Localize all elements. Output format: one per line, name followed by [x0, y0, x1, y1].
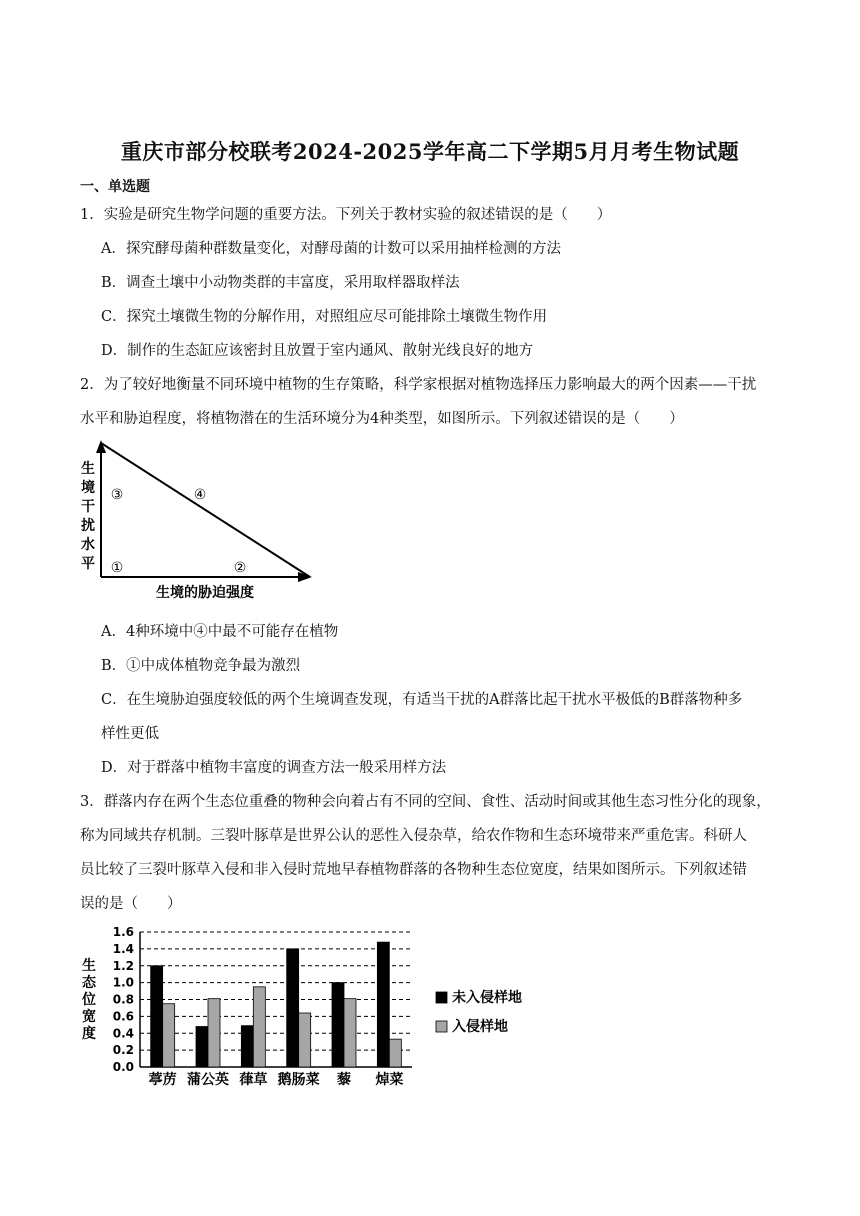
question-2-stem-line-2: 水平和胁迫程度，将植物潜在的生活环境分为4种类型，如图所示。下列叙述错误的是（ ）	[80, 411, 684, 427]
x-tick-label: 焯菜	[375, 1072, 404, 1088]
region-2-marker: ②	[233, 560, 247, 576]
bar-uninvaded	[332, 983, 344, 1067]
region-1-marker: ①	[110, 560, 124, 576]
bar-invaded	[299, 1013, 311, 1067]
bar-invaded	[344, 999, 356, 1067]
y-tick-label: 0.6	[112, 1009, 134, 1024]
y-tick-label: 1.4	[112, 941, 134, 956]
question-2-option-b: B．①中成体植物竞争最为激烈	[101, 658, 301, 674]
question-3-stem-line-2: 称为同域共存机制。三裂叶豚草是世界公认的恶性入侵杂草，给农作物和生态环境带来严重危害。科研人	[80, 828, 747, 844]
question-2-option-c: C．在生境胁迫强度较低的两个生境调查发现，有适当干扰的A群落比起干扰水平极低的B群落物种多	[101, 692, 743, 708]
x-tick-label: 鹅肠菜	[277, 1072, 320, 1088]
x-tick-label: 藜	[337, 1072, 351, 1088]
bar-invaded	[163, 1004, 175, 1067]
question-2-stem-line-1: 2．为了较好地衡量不同环境中植物的生存策略，科学家根据对植物选择压力影响最大的两个因素——干扰	[80, 377, 757, 393]
x-tick-label: 蒲公英	[187, 1072, 229, 1088]
legend-label: 未入侵样地	[452, 990, 522, 1006]
y-tick-label: 0.0	[112, 1060, 134, 1074]
question-1-option-b: B．调查土壤中小动物类群的丰富度，采用取样器取样法	[101, 275, 460, 291]
legend-label: 入侵样地	[452, 1019, 508, 1035]
x-tick-label: 葎草	[239, 1072, 268, 1088]
question-2-option-a: A．4种环境中④中最不可能存在植物	[101, 624, 339, 640]
y-tick-label: 0.8	[112, 992, 134, 1007]
niche-width-bar-chart	[74, 924, 544, 1089]
question-1-option-d: D．制作的生态缸应该密封且放置于室内通风、散射光线良好的地方	[101, 343, 534, 359]
question-1-option-a: A．探究酵母菌种群数量变化，对酵母菌的计数可以采用抽样检测的方法	[101, 241, 561, 257]
region-4-marker: ④	[193, 487, 207, 503]
region-3-marker: ③	[110, 487, 124, 503]
legend-swatch	[436, 992, 447, 1003]
y-tick-label: 1.2	[112, 958, 134, 973]
question-1-stem: 1．实验是研究生物学问题的重要方法。下列关于教材实验的叙述错误的是（ ）	[80, 207, 612, 223]
question-1-option-c: C．探究土壤微生物的分解作用，对照组应尽可能排除土壤微生物作用	[101, 309, 548, 325]
bar-uninvaded	[241, 1026, 253, 1067]
bar-invaded	[253, 987, 265, 1067]
bar-uninvaded	[287, 949, 299, 1067]
question-2-option-d: D．对于群落中植物丰富度的调查方法一般采用样方法	[101, 760, 447, 776]
question-2-option-c-continued: 样性更低	[101, 726, 159, 742]
x-tick-label: 葶苈	[148, 1072, 177, 1088]
y-tick-label: 0.2	[112, 1043, 134, 1058]
y-tick-label: 1.0	[112, 975, 134, 990]
y-tick-label: 0.4	[112, 1026, 134, 1041]
question-3-stem-line-1: 3．群落内存在两个生态位重叠的物种会向着占有不同的空间、食性、活动时间或其他生态习性分化的现象，	[80, 794, 771, 810]
question-3-stem-line-3: 员比较了三裂叶豚草入侵和非入侵时荒地早春植物群落的各物种生态位宽度，结果如图所示。下列叙述错	[80, 862, 747, 878]
page-title: 重庆市部分校联考2024-2025学年高二下学期5月月考生物试题	[120, 139, 740, 164]
bar-invaded	[208, 999, 220, 1067]
figure-x-axis-label: 生境的胁迫强度	[156, 585, 254, 601]
bar-invaded	[389, 1039, 401, 1067]
section-heading: 一、单选题	[80, 179, 150, 195]
habitat-triangle-figure	[72, 437, 322, 602]
legend-swatch	[436, 1021, 447, 1032]
question-3-stem-line-4: 误的是（ ）	[80, 896, 182, 912]
bar-uninvaded	[196, 1027, 208, 1068]
bar-uninvaded	[377, 942, 389, 1067]
bar-uninvaded	[151, 966, 163, 1067]
y-axis-title: 生态位宽度	[82, 958, 96, 1042]
figure-y-axis-label: 生境干扰水平	[81, 461, 95, 572]
y-tick-label: 1.6	[112, 925, 134, 939]
